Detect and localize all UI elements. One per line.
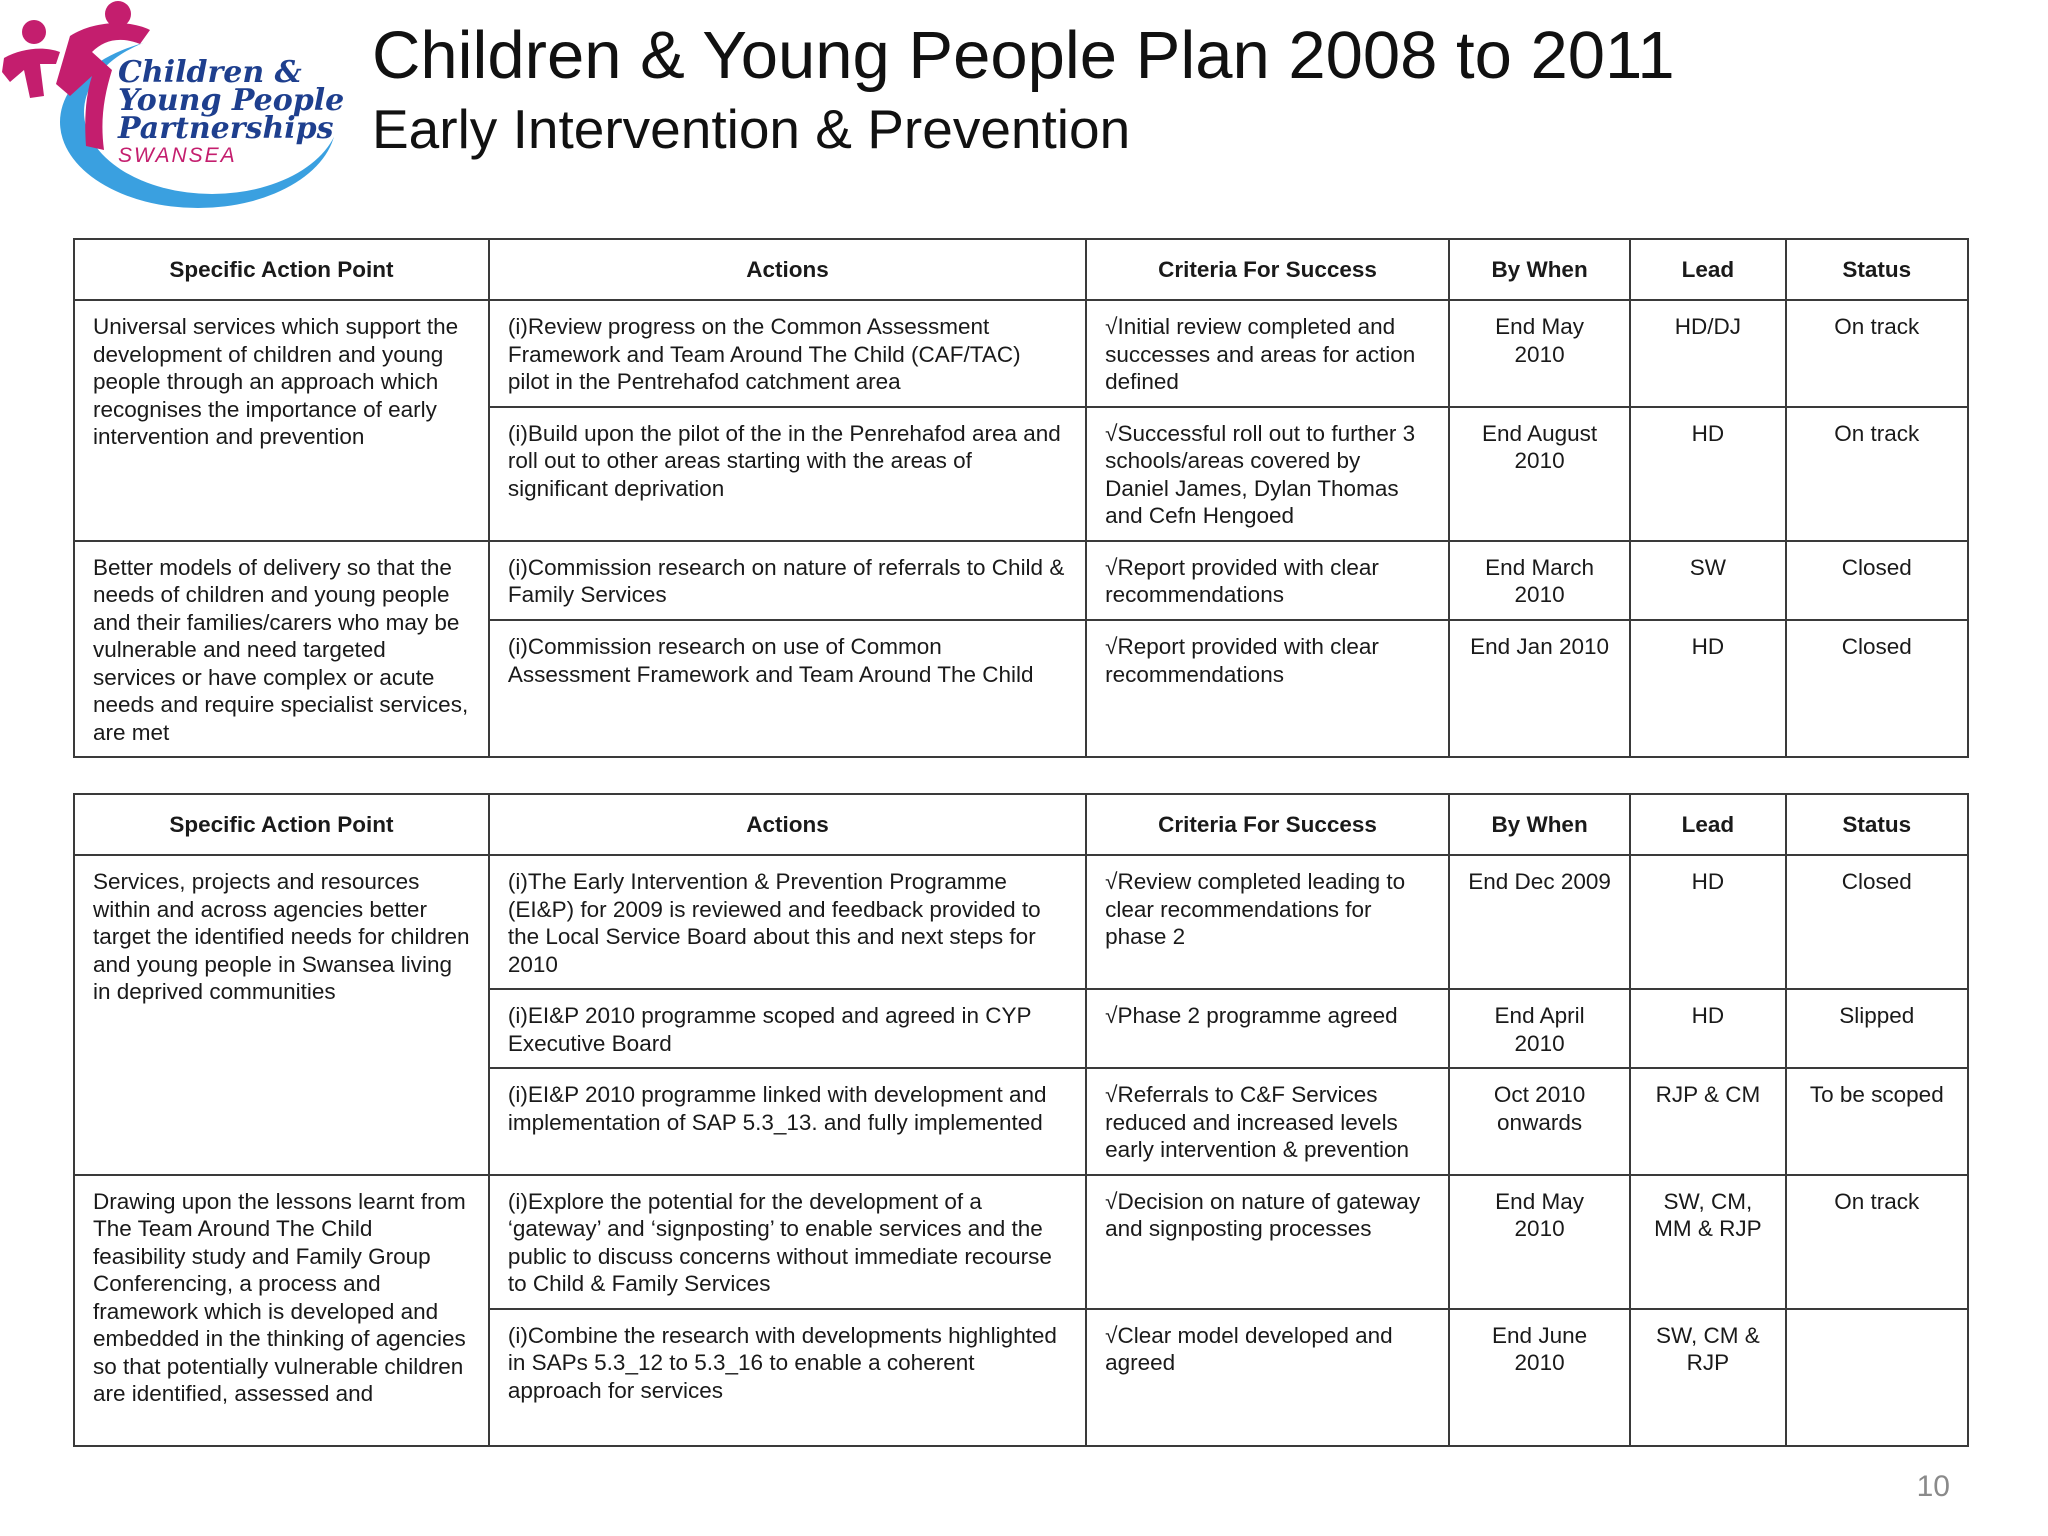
page-title: Children & Young People Plan 2008 to 2011: [372, 18, 1675, 93]
logo-line-3: Partnerships: [118, 111, 334, 146]
lead-cell: HD: [1630, 407, 1785, 541]
lead-cell: SW, CM & RJP: [1630, 1309, 1785, 1446]
table-header-row: [74, 239, 1968, 300]
logo-line-2: Young People: [118, 83, 345, 118]
criteria-cell: √Report provided with clear recommendations: [1086, 541, 1449, 621]
status-cell: Closed: [1786, 541, 1968, 621]
criteria-cell: √Clear model developed and agreed: [1086, 1309, 1449, 1446]
status-cell: To be scoped: [1786, 1068, 1968, 1175]
by-when-cell: End Jan 2010: [1449, 620, 1630, 757]
criteria-cell: √Decision on nature of gateway and signposting processes: [1086, 1175, 1449, 1309]
action-point-cell: Drawing upon the lessons learnt from The Team Around The Child feasibility study and Family Group Conferencing, a process and framework which is developed and embedded in the thinking of agencies so that potentially vulnerable children are identified, assessed and: [74, 1175, 489, 1446]
criteria-cell: √Phase 2 programme agreed: [1086, 989, 1449, 1068]
by-when-cell: End May 2010: [1449, 1175, 1630, 1309]
column-header-criteria: Criteria For Success: [1086, 794, 1449, 855]
action-cell: (i)Review progress on the Common Assessment Framework and Team Around The Child (CAF/TAC) pilot in the Pentrehafod catchment area: [489, 300, 1086, 407]
criteria-cell: √Successful roll out to further 3 schools/areas covered by Daniel James, Dylan Thomas and Cefn Hengoed: [1086, 407, 1449, 541]
action-cell: (i)EI&P 2010 programme scoped and agreed in CYP Executive Board: [489, 989, 1086, 1068]
logo-figure-small-head-icon: [22, 20, 46, 44]
action-point-cell: Better models of delivery so that the needs of children and young people and their families/carers who may be vulnerable and need targeted services or have complex or acute needs and require specialist services, are met: [74, 541, 489, 758]
action-plan-table-2: [73, 793, 1969, 1447]
by-when-cell: End August 2010: [1449, 407, 1630, 541]
logo-figure-head-icon: [105, 1, 131, 27]
lead-cell: RJP & CM: [1630, 1068, 1785, 1175]
page-number: 10: [1916, 1470, 1950, 1503]
action-cell: (i)Commission research on use of Common Assessment Framework and Team Around The Child: [489, 620, 1086, 757]
column-header-lead: Lead: [1630, 239, 1785, 300]
lead-cell: HD: [1630, 855, 1785, 989]
by-when-cell: End March 2010: [1449, 541, 1630, 621]
status-cell: On track: [1786, 1175, 1968, 1309]
status-cell: On track: [1786, 300, 1968, 407]
criteria-cell: √Initial review completed and successes and areas for action defined: [1086, 300, 1449, 407]
action-cell: (i)Explore the potential for the development of a ‘gateway’ and ‘signposting’ to enable services and the public to discuss concerns without immediate recourse to Child & Family Services: [489, 1175, 1086, 1309]
page-subtitle: Early Intervention & Prevention: [372, 98, 1131, 160]
column-header-status: Status: [1786, 794, 1968, 855]
by-when-cell: End Dec 2009: [1449, 855, 1630, 989]
action-cell: (i)Combine the research with developments highlighted in SAPs 5.3_12 to 5.3_16 to enable a coherent approach for services: [489, 1309, 1086, 1446]
action-cell: (i)Commission research on nature of referrals to Child & Family Services: [489, 541, 1086, 621]
status-cell: Closed: [1786, 855, 1968, 989]
action-cell: (i)Build upon the pilot of the in the Penrehafod area and roll out to other areas starting with the areas of significant deprivation: [489, 407, 1086, 541]
column-header-actions: Actions: [489, 794, 1086, 855]
criteria-cell: √Review completed leading to clear recommendations for phase 2: [1086, 855, 1449, 989]
action-point-cell: Universal services which support the development of children and young people through an approach which recognises the importance of early intervention and prevention: [74, 300, 489, 541]
column-header-criteria: Criteria For Success: [1086, 239, 1449, 300]
logo-line-1: Children &: [118, 55, 302, 90]
column-header-by-when: By When: [1449, 239, 1630, 300]
status-cell: Closed: [1786, 620, 1968, 757]
column-header-status: Status: [1786, 239, 1968, 300]
lead-cell: SW: [1630, 541, 1785, 621]
by-when-cell: End April 2010: [1449, 989, 1630, 1068]
column-header-action-point: Specific Action Point: [74, 239, 489, 300]
action-point-cell: Services, projects and resources within and across agencies better target the identified needs for children and young people in Swansea living in deprived communities: [74, 855, 489, 1175]
action-cell: (i)The Early Intervention & Prevention Programme (EI&P) for 2009 is reviewed and feedback provided to the Local Service Board about this and next steps for 2010: [489, 855, 1086, 989]
action-plan-table-1: [73, 238, 1969, 758]
lead-cell: HD: [1630, 620, 1785, 757]
table-row: [74, 541, 1968, 621]
column-header-action-point: Specific Action Point: [74, 794, 489, 855]
column-header-lead: Lead: [1630, 794, 1785, 855]
table-row: [74, 1175, 1968, 1309]
logo-line-4: SWANSEA: [118, 144, 237, 167]
status-cell: On track: [1786, 407, 1968, 541]
partnership-logo: [0, 0, 345, 215]
logo-figure-small-icon: [2, 49, 60, 98]
column-header-actions: Actions: [489, 239, 1086, 300]
table-row: [74, 300, 1968, 407]
by-when-cell: End June 2010: [1449, 1309, 1630, 1446]
by-when-cell: Oct 2010 onwards: [1449, 1068, 1630, 1175]
action-cell: (i)EI&P 2010 programme linked with development and implementation of SAP 5.3_13. and fully implemented: [489, 1068, 1086, 1175]
lead-cell: SW, CM, MM & RJP: [1630, 1175, 1785, 1309]
by-when-cell: End May 2010: [1449, 300, 1630, 407]
criteria-cell: √Report provided with clear recommendations: [1086, 620, 1449, 757]
column-header-by-when: By When: [1449, 794, 1630, 855]
lead-cell: HD: [1630, 989, 1785, 1068]
status-cell: [1786, 1309, 1968, 1446]
lead-cell: HD/DJ: [1630, 300, 1785, 407]
status-cell: Slipped: [1786, 989, 1968, 1068]
table-header-row: [74, 794, 1968, 855]
criteria-cell: √Referrals to C&F Services reduced and increased levels early intervention & prevention: [1086, 1068, 1449, 1175]
table-row: [74, 855, 1968, 989]
